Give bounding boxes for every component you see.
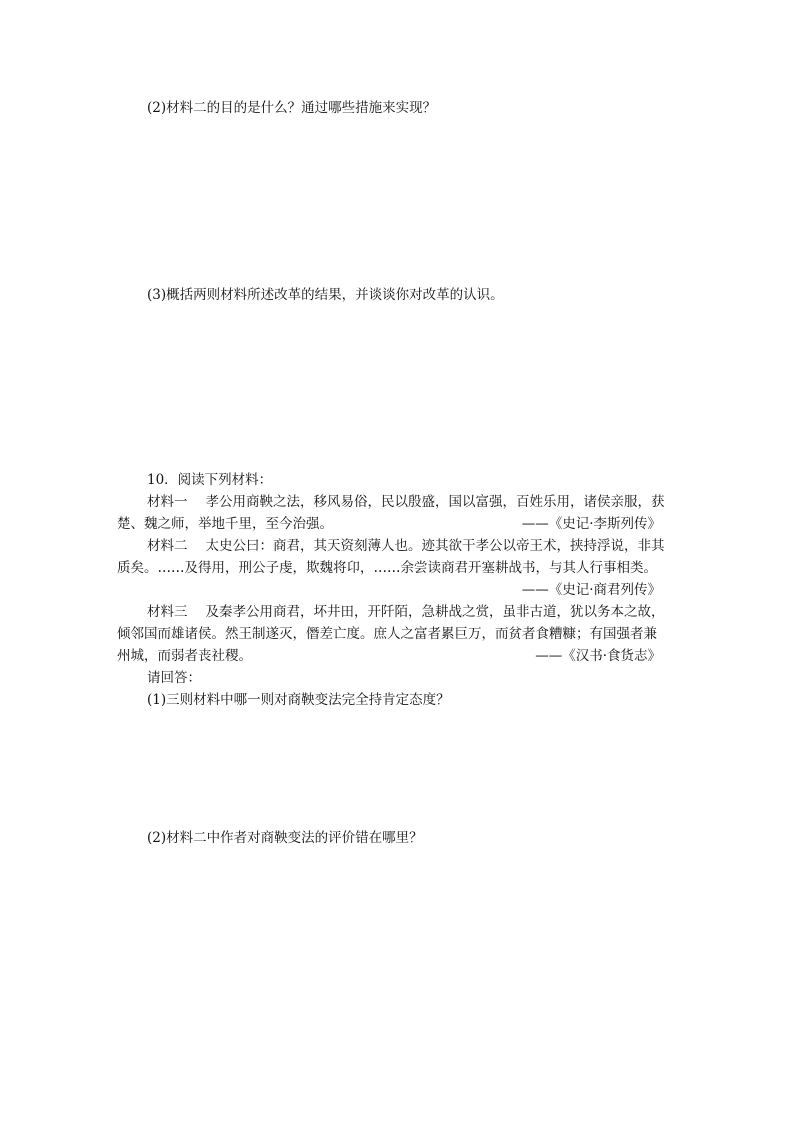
material-2-line-1	[147, 536, 665, 556]
material-3-line-2: 倾邻国而雄诸侯。然王制遂灭，僭差亡度。庶人之富者累巨万，而贫者食糟糠；有国强者兼	[117, 626, 657, 642]
material-3-label: 材料三	[147, 604, 188, 620]
material-2-label: 材料二	[147, 538, 188, 554]
question-10-part-1: (1)三则材料中哪一则对商鞅变法完全持肯定态度？	[147, 692, 450, 708]
material-1-line-1	[147, 492, 665, 512]
material-1-line-2: 楚、魏之师，举地千里，至今治强。	[117, 516, 333, 532]
question-10-part-2: (2)材料二中作者对商鞅变法的评价错在哪里？	[147, 830, 423, 846]
answer-prompt: 请回答：	[147, 670, 201, 686]
material-3-source: ——《汉书·食货志》	[535, 648, 661, 664]
material-1-label: 材料一	[147, 494, 188, 510]
material-3-line-3: 州城，而弱者丧社稷。	[117, 648, 252, 664]
material-2-line-2: 质矣。……及得用，刑公子虔，欺魏将卬，……余尝读商君开塞耕战书，与其人行事相类。	[117, 560, 657, 576]
material-2-text: 太史公曰：商君，其天资刻薄人也。迹其欲干孝公以帝王术，挟持浮说，非其	[205, 538, 665, 554]
material-3-line-1	[147, 602, 665, 622]
question-9-part-3: (3)概括两则材料所述改革的结果，并谈谈你对改革的认识。	[147, 287, 504, 303]
question-10-intro: 10．阅读下列材料：	[147, 472, 273, 488]
material-3-text: 及秦孝公用商君，坏井田，开阡陌，急耕战之赏，虽非古道，犹以务本之故，	[205, 604, 665, 620]
material-1-text: 孝公用商鞅之法，移风易俗，民以殷盛，国以富强，百姓乐用，诸侯亲服，获	[205, 494, 665, 510]
question-9-part-2: (2)材料二的目的是什么？通过哪些措施来实现？	[147, 100, 437, 116]
material-1-source: ——《史记·李斯列传》	[521, 516, 661, 532]
material-2-source: ——《史记·商君列传》	[521, 582, 661, 598]
